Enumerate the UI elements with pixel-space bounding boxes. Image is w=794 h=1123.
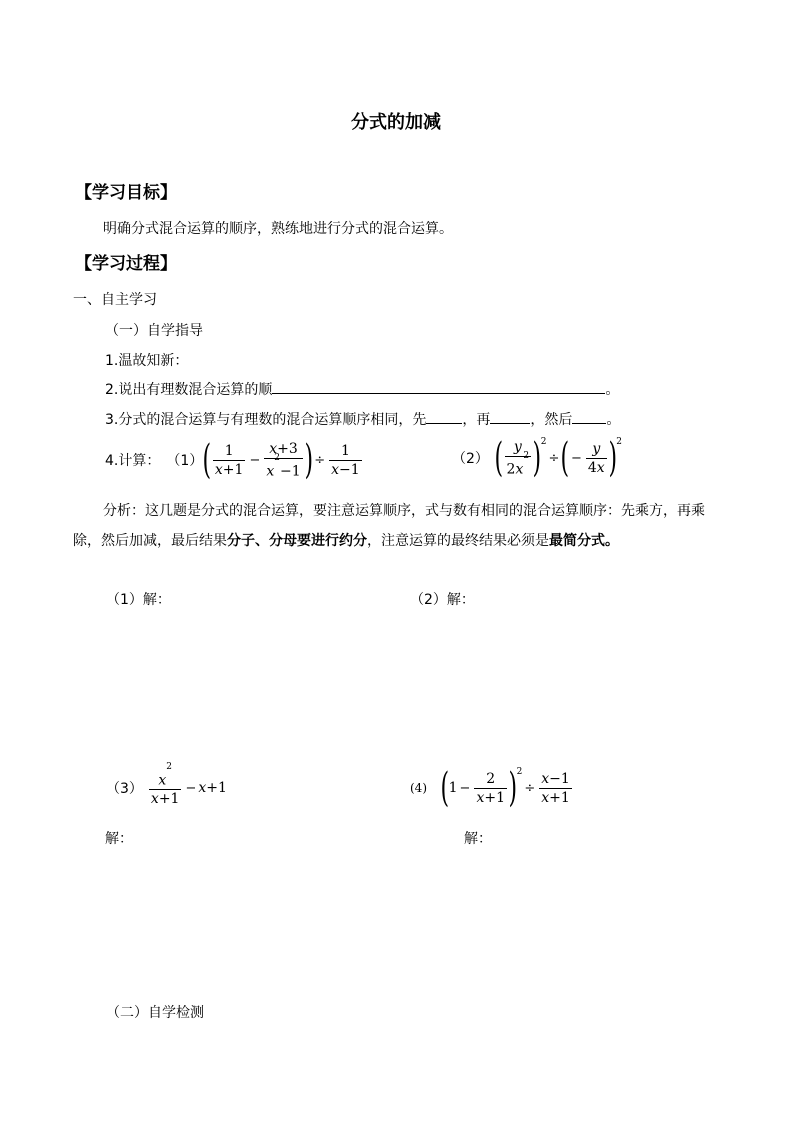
item4-label: 4.计算： xyxy=(105,453,161,469)
item4-row-2 xyxy=(452,434,622,482)
problem4-row xyxy=(410,764,574,812)
item3-a: 3.分式的混合运算与有理数的混合运算顺序相同，先 xyxy=(105,412,427,428)
item1: 1.温故知新： xyxy=(105,353,189,369)
solution-3-label: 解： xyxy=(105,831,133,847)
item2-prefix: 2.说出有理数混合运算的顺 xyxy=(105,382,273,398)
item2-suffix: 。 xyxy=(605,382,620,398)
solution-4-label: 解： xyxy=(464,831,492,847)
item3-c: ，然后 xyxy=(530,412,573,428)
item3-blank2 xyxy=(490,408,530,424)
problem2-expression: ( $\frac{y}{2x^2}$ ) 2 ÷ ( − $\frac{y}{4x}$ ) 2 xyxy=(494,435,623,481)
goal-text: 明确分式混合运算的顺序，熟练地进行分式的混合运算。 xyxy=(103,221,453,237)
item2-blank xyxy=(272,378,605,394)
p4-label: (4) xyxy=(410,781,427,795)
solution-1-label: （1）解： xyxy=(106,592,171,608)
p3-label: （3） xyxy=(106,781,143,797)
analysis-bold-2: 最简分式。 xyxy=(549,533,619,549)
goal-heading: 【学习目标】 xyxy=(75,183,177,203)
analysis-text-1: 分析：这几题是分式的混合运算，要注意运算顺序，式与数有相同的混合运算顺序：先乘方，再乘除，然后加减，最后结果 xyxy=(73,503,705,549)
process-heading: 【学习过程】 xyxy=(75,254,177,274)
problem1-expression: ( $\frac{1}{x+1}$ − $\frac{x+3}{x^2-1}$ ) ÷ $\frac{1}{x-1}$ xyxy=(202,437,360,483)
analysis-paragraph xyxy=(73,496,723,556)
analysis-text-2: ，注意运算的最终结果必须是 xyxy=(367,533,549,549)
part1-heading: 一、自主学习 xyxy=(73,292,157,308)
item4-row xyxy=(105,438,364,482)
sub1-heading: （一）自学指导 xyxy=(105,323,203,339)
problem3-expression: $\frac{x^2}{x+1}$ − x +1 xyxy=(150,761,227,808)
item3 xyxy=(105,405,620,436)
item3-b: ，再 xyxy=(462,412,491,428)
solution-2-label: （2）解： xyxy=(410,592,475,608)
problem3-row xyxy=(106,761,227,810)
problem4-expression: ( 1 − $\frac{2}{x+1}$ ) 2 ÷ $\frac{x-1}{x+1}$ xyxy=(440,765,570,811)
item3-d: 。 xyxy=(606,412,621,428)
item2 xyxy=(105,375,619,406)
sub2-heading: （二）自学检测 xyxy=(106,1005,204,1021)
p2-label: （2） xyxy=(452,451,489,467)
p1-label: （1） xyxy=(166,453,204,469)
analysis-bold-1: 分子、分母要进行约分 xyxy=(227,533,367,549)
page-title: 分式的加减 xyxy=(351,112,441,133)
item3-blank3 xyxy=(572,408,606,424)
item3-blank1 xyxy=(426,408,462,424)
